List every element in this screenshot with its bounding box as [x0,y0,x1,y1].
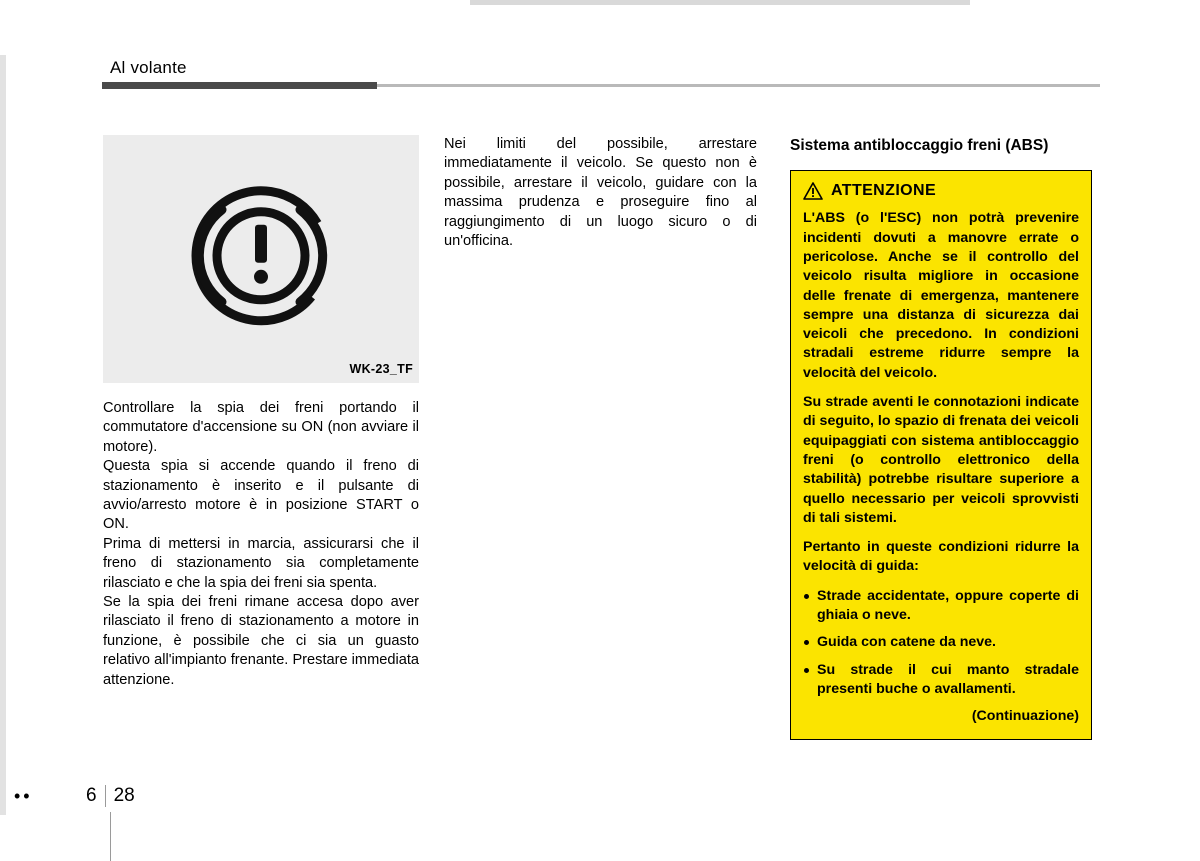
attention-paragraph-3: Pertanto in queste condizioni ridurre la velocità di guida: [803,539,1079,575]
footer-vertical-rule [110,812,111,861]
attention-warning-title: ATTENZIONE [831,182,937,199]
attention-paragraph-2: Su strade aventi le connotazioni indicate di seguito, lo spazio di frenata dei veicoli equipaggiati con sistema antibloccaggio freni (o controllo elettronico della stabilità) potrebbe risultare superiore a quello necessario per veicoli sprovvisti di tali sistemi. [803,394,1079,526]
column-two [444,135,757,251]
column-one-paragraph-4: Se la spia dei freni rimane accesa dopo aver rilasciato il freno di stazionamento a motore in funzione, è possibile che ci sia un guasto relativo all'impianto frenante. Prestare immediata attenzione. [103,594,419,688]
attention-warning-header [803,181,1079,200]
footer-page-number [86,785,135,807]
footer-separator [105,785,106,807]
column-one-paragraph-3: Prima di mettersi in marcia, assicurarsi che il freno di stazionamento sia completamente rilasciato e che la spia dei freni sia spenta. [103,535,419,591]
list-item: Su strade il cui manto stradale presenti buche o avallamenti. [803,661,1079,700]
figure-caption: WK-23_TF [349,361,413,376]
footer-chapter-number: 6 [86,785,97,806]
column-two-paragraph-1: Nei limiti del possibile, arrestare immediatamente il veicolo. Se questo non è possibile, arrestare il veicolo, guidare con la massima prudenza e proseguire fino al raggiungimento di un luogo sicuro o di un'officina. [444,136,757,250]
footer-page-index: 28 [113,785,135,806]
header-rule-dark [102,82,377,89]
list-item: Guida con catene da neve. [803,633,1079,652]
section-heading-abs: Sistema antibloccaggio freni (ABS) [790,137,1049,154]
attention-warning-box [790,170,1092,740]
column-three [790,135,1090,740]
list-item: Strade accidentate, oppure coperte di ghiaia o neve. [803,587,1079,626]
continuation-label: (Continuazione) [971,708,1079,725]
column-one [103,135,419,690]
left-margin-bar [0,55,6,815]
attention-bullet-list [803,587,1079,699]
warning-triangle-icon [803,182,823,200]
brake-warning-lamp-symbol [186,181,336,337]
page-top-strip [470,0,970,5]
column-one-paragraph-1: Controllare la spia dei freni portando il commutatore d'accensione su ON (non avviare il motore). [103,400,419,455]
column-one-paragraph-2: Questa spia si accende quando il freno di stazionamento è inserito e il pulsante di avvio/arresto motore è in posizione START o ON. [103,458,419,533]
footer-dot-decoration: •• [14,786,33,806]
brake-warning-figure [103,135,419,383]
page-header-title: Al volante [110,58,187,77]
attention-paragraph-1: L'ABS (o l'ESC) non potrà prevenire incidenti dovuti a manovre errate o pericolose. Anche se il controllo del veicolo risulta migliore in occasione delle frenate di emergenza, mantenere sempre una distanza di sicurezza dai veicoli che precedono. In condizioni stradali estreme ridurre sempre la velocità del veicolo. [803,210,1079,381]
